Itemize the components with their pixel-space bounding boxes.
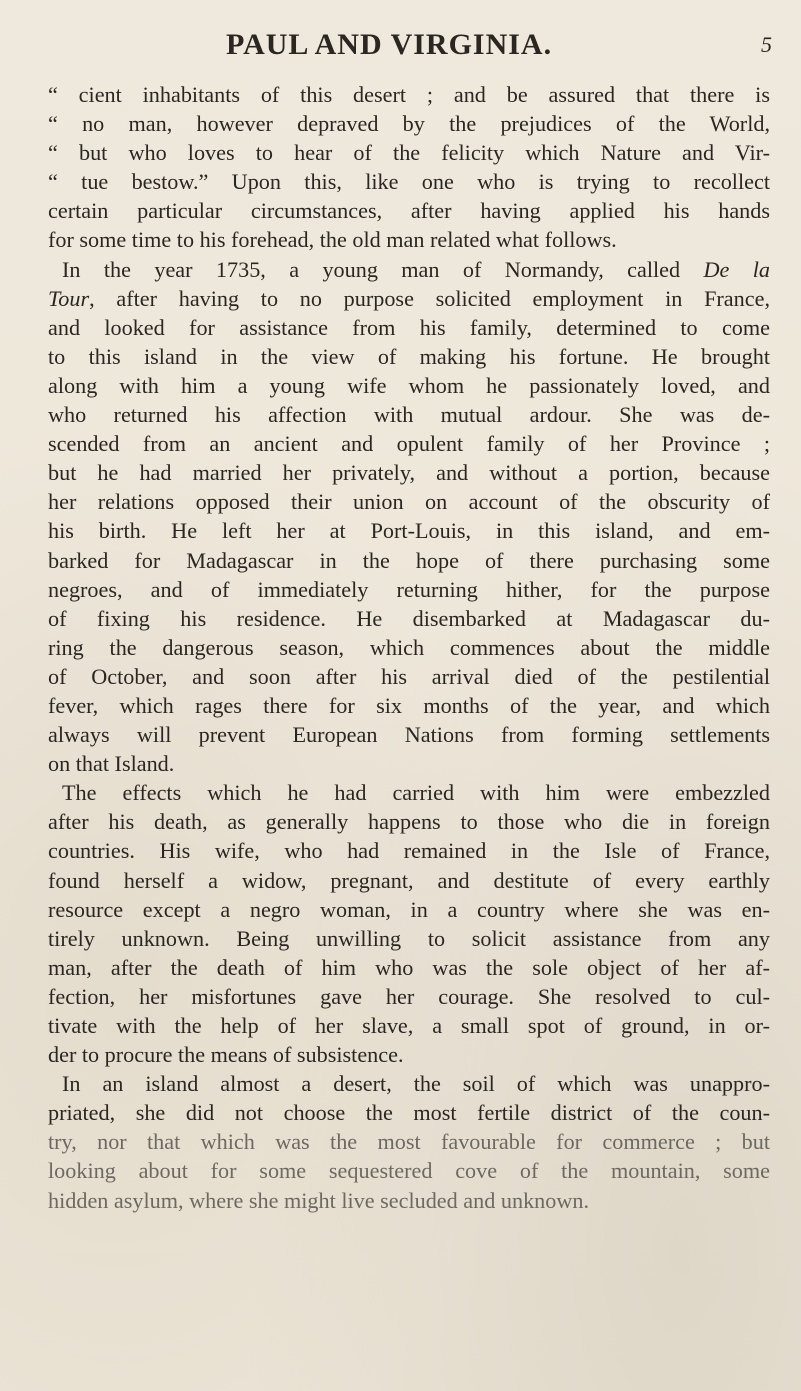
text-line: to this island in the view of making his fortune. He brought xyxy=(48,343,770,369)
text-line: der to procure the means of subsistence. xyxy=(48,1042,404,1068)
text-line: who returned his affection with mutual ardour. She was de- xyxy=(48,402,770,428)
text-line: The effects which he had carried with him were embezzled xyxy=(62,780,770,806)
text-line: “ tue bestow.” Upon this, like one who is trying to recollect xyxy=(48,169,770,195)
text-line: tivate with the help of her slave, a small spot of ground, in or- xyxy=(48,1013,770,1038)
italic-name: De la xyxy=(703,256,770,282)
text-line: tirely unknown. Being unwilling to solicit assistance from any xyxy=(48,925,770,951)
text-line: negroes, and of immediately returning hither, for the purpose xyxy=(48,576,770,602)
text-line: found herself a widow, pregnant, and destitute of every earthly xyxy=(48,867,770,893)
text-line: always will prevent European Nations from forming settlements xyxy=(48,722,770,748)
text-line: barked for Madagascar in the hope of there purchasing some xyxy=(48,547,770,573)
text-line: along with him a young wife whom he passionately loved, and xyxy=(48,372,770,398)
running-head: PAUL AND VIRGINIA. xyxy=(226,28,553,61)
text-line: of fixing his residence. He disembarked at Madagascar du- xyxy=(48,605,770,631)
text-line: for some time to his forehead, the old man related what follows. xyxy=(48,227,617,253)
text-line: try, nor that which was the most favourable for commerce ; but xyxy=(48,1129,770,1155)
text-line: of October, and soon after his arrival died of the pestilential xyxy=(48,663,770,689)
text-line: “ cient inhabitants of this desert ; and be assured that there is xyxy=(48,82,770,107)
text-line: on that Island. xyxy=(48,751,175,777)
page-number: 5 xyxy=(761,32,772,57)
text-line: hidden asylum, where she might live secluded and unknown. xyxy=(48,1187,590,1213)
italic-name: Tour xyxy=(48,285,90,311)
text-line: Tour, after having to no purpose solicited employment in France, xyxy=(48,285,770,311)
text-line: ring the dangerous season, which commences about the middle xyxy=(48,634,770,660)
text-line: priated, she did not choose the most fertile district of the coun- xyxy=(48,1100,770,1126)
text-line: after his death, as generally happens to those who die in foreign xyxy=(48,809,770,835)
text-line: resource except a negro woman, in a country where she was en- xyxy=(48,896,770,922)
text-line: In the year 1735, a young man of Normandy, called De la xyxy=(62,256,770,282)
page-header xyxy=(190,28,780,68)
text-line: fection, her misfortunes gave her courage. She resolved to cul- xyxy=(48,983,770,1009)
text-line: countries. His wife, who had remained in the Isle of France, xyxy=(48,838,770,864)
text-line: In an island almost a desert, the soil of which was unappro- xyxy=(62,1071,770,1097)
text-line: fever, which rages there for six months of the year, and which xyxy=(48,692,770,718)
text-line: “ no man, however depraved by the prejudices of the World, xyxy=(48,111,770,137)
text-line: and looked for assistance from his family, determined to come xyxy=(48,314,770,340)
text-line: looking about for some sequestered cove of the mountain, some xyxy=(48,1158,770,1184)
text-line: scended from an ancient and opulent family of her Province ; xyxy=(48,431,770,457)
body-text xyxy=(48,80,770,1215)
text-line: man, after the death of him who was the sole object of her af- xyxy=(48,954,770,980)
text-line: her relations opposed their union on account of the obscurity of xyxy=(48,489,770,515)
text-line: certain particular circumstances, after having applied his hands xyxy=(48,198,770,224)
text-line: but he had married her privately, and without a portion, because xyxy=(48,460,770,486)
text-line: “ but who loves to hear of the felicity which Nature and Vir- xyxy=(48,140,770,166)
text-line: his birth. He left her at Port-Louis, in this island, and em- xyxy=(48,518,770,544)
